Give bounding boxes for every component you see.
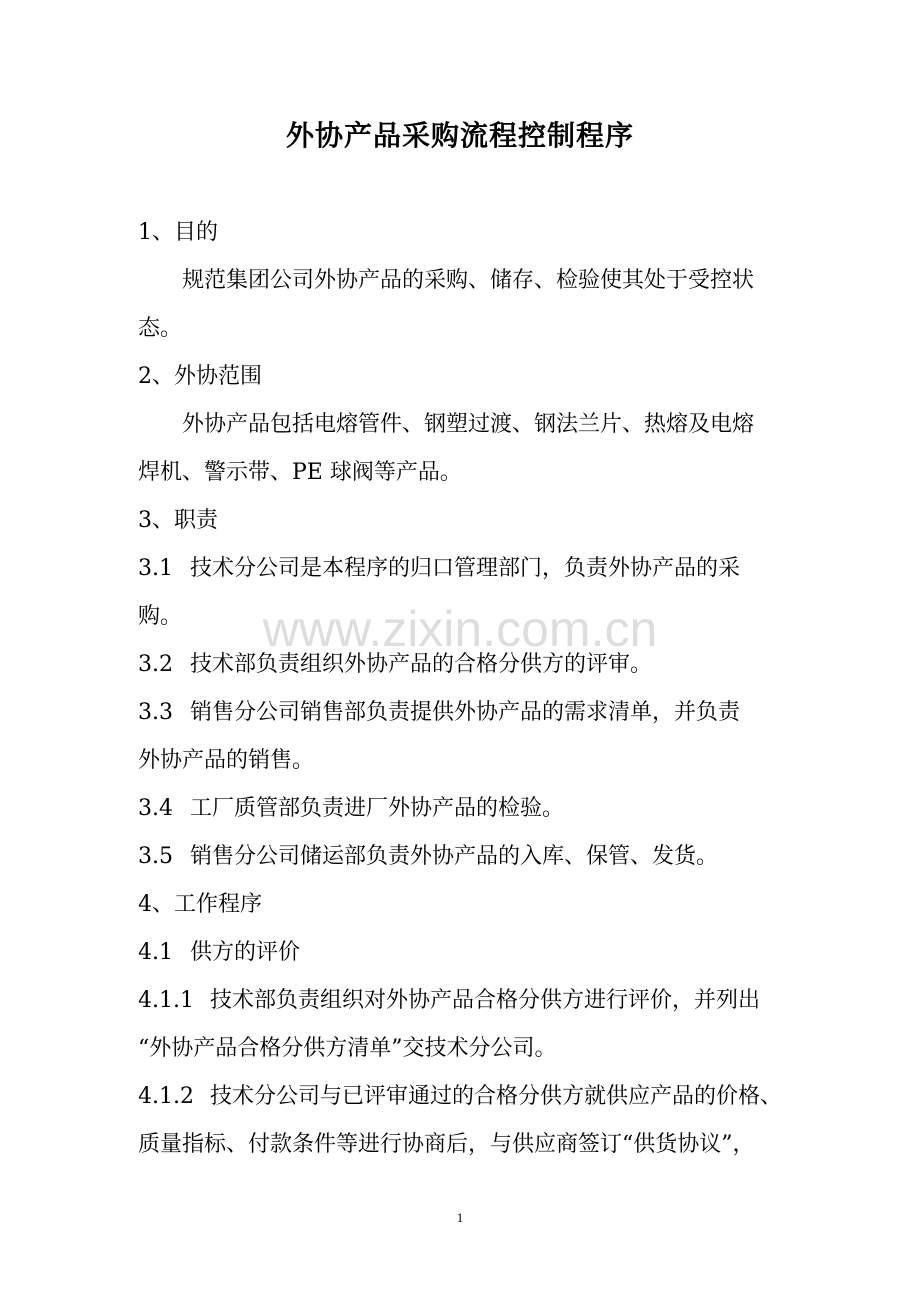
clause-3-1-line-2: 购。: [138, 604, 183, 629]
clause-4-1-1-line-2: “外协产品合格分供方清单”交技术分公司。: [138, 1036, 557, 1061]
clause-number: 4.1.1: [138, 988, 194, 1013]
page-number: 1: [456, 1210, 464, 1225]
clause-number: 3.4: [138, 796, 173, 821]
clause-3-5-line-1: [138, 833, 810, 881]
clause-text: 技术部负责组织对外协产品合格分供方进行评价，并列出: [210, 988, 761, 1013]
clause-3-3-line-2: 外协产品的销售。: [138, 748, 315, 773]
clause-text: 工厂质管部负责进厂外协产品的检验。: [190, 796, 565, 821]
clause-number: 4.1: [138, 940, 173, 965]
section-2-heading: 2、外协范围: [138, 364, 262, 389]
clause-4-1-line-1: [138, 929, 810, 977]
clause-number: 3.1: [138, 556, 173, 581]
section-1-text-line-2: 态。: [138, 316, 183, 341]
document-body: [138, 209, 810, 1169]
clause-text: 技术部负责组织外协产品的合格分供方的评审。: [190, 652, 653, 677]
clause-number: 4.1.2: [138, 1084, 194, 1109]
clause-3-2-line-1: [138, 641, 810, 689]
clause-number: 3.5: [138, 844, 173, 869]
clause-3-1-line-1: [138, 545, 810, 593]
section-1-heading: 1、目的: [138, 220, 218, 245]
clause-text: 技术分公司是本程序的归口管理部门，负责外协产品的采: [190, 556, 741, 581]
clause-text: 销售分公司储运部负责外协产品的入库、保管、发货。: [190, 844, 719, 869]
clause-number: 3.2: [138, 652, 173, 677]
clause-3-4-line-1: [138, 785, 810, 833]
section-1-text-line-1: 规范集团公司外协产品的采购、储存、检验使其处于受控状: [182, 268, 755, 293]
section-2-text-line-2: 焊机、警示带、PE 球阀等产品。: [138, 460, 462, 485]
section-4-heading: 4、工作程序: [138, 892, 262, 917]
watermark: www.zixin.com.cn: [262, 601, 658, 657]
clause-text: 供方的评价: [190, 940, 301, 965]
clause-text: 销售分公司销售部负责提供外协产品的需求清单，并负责: [190, 700, 741, 725]
clause-4-1-2-line-2: 质量指标、付款条件等进行协商后，与供应商签订“供货协议”，: [138, 1132, 755, 1157]
clause-3-3-line-1: [138, 689, 810, 737]
section-2-text-line-1: 外协产品包括电熔管件、钢塑过渡、钢法兰片、热熔及电熔: [182, 412, 755, 437]
clause-4-1-2-line-1: [138, 1073, 810, 1121]
clause-4-1-1-line-1: [138, 977, 810, 1025]
section-3-heading: 3、职责: [138, 508, 218, 533]
clause-number: 3.3: [138, 700, 173, 725]
document-title: 外协产品采购流程控制程序: [285, 119, 634, 152]
clause-text: 技术分公司与已评审通过的合格分供方就供应产品的价格、: [210, 1084, 783, 1109]
